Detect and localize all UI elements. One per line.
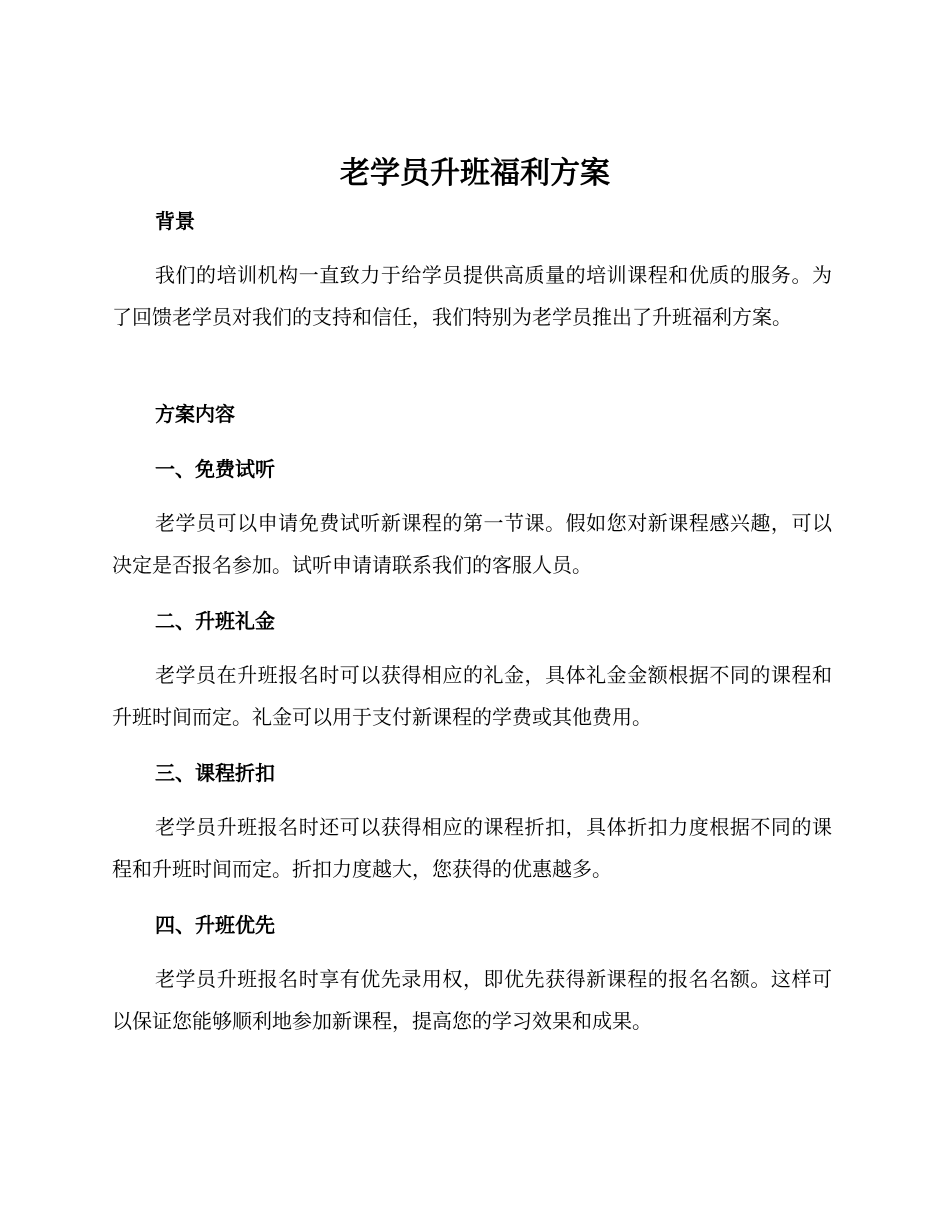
section-heading-plan-content: 方案内容: [155, 402, 235, 426]
section-heading-free-trial: 一、免费试听: [155, 457, 275, 481]
section-paragraph-background: 我们的培训机构一直致力于给学员提供高质量的培训课程和优质的服务。为了回馈老学员对我们的支持和信任，我们特别为老学员推出了升班福利方案。: [112, 263, 832, 329]
section-paragraph-course-discount: 老学员升班报名时还可以获得相应的课程折扣，具体折扣力度根据不同的课程和升班时间而定。折扣力度越大，您获得的优惠越多。: [112, 815, 832, 881]
document-title: 老学员升班福利方案: [340, 156, 610, 191]
section-paragraph-free-trial: 老学员可以申请免费试听新课程的第一节课。假如您对新课程感兴趣，可以决定是否报名参加。试听申请请联系我们的客服人员。: [112, 511, 832, 577]
section-heading-background: 背景: [155, 209, 195, 233]
section-heading-upgrade-gift: 二、升班礼金: [155, 609, 275, 633]
section-heading-upgrade-priority: 四、升班优先: [155, 913, 275, 937]
section-paragraph-upgrade-gift: 老学员在升班报名时可以获得相应的礼金，具体礼金金额根据不同的课程和升班时间而定。礼金可以用于支付新课程的学费或其他费用。: [112, 663, 832, 729]
section-paragraph-upgrade-priority: 老学员升班报名时享有优先录用权，即优先获得新课程的报名名额。这样可以保证您能够顺利地参加新课程，提高您的学习效果和成果。: [112, 967, 832, 1033]
section-heading-course-discount: 三、课程折扣: [155, 761, 275, 785]
